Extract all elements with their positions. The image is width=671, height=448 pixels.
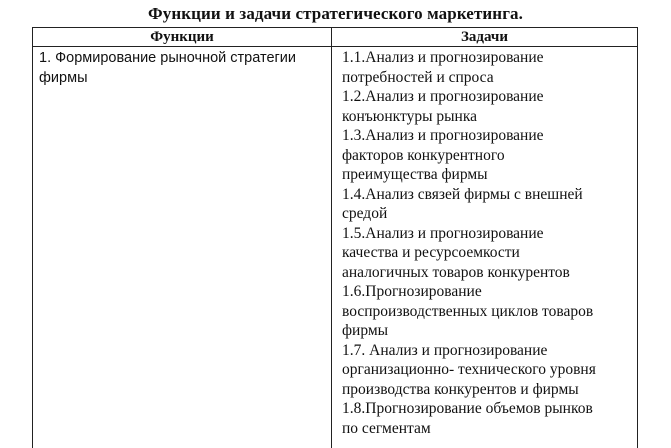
task-line: фирмы — [342, 322, 389, 339]
task-line: аналогичных товаров конкурентов — [342, 263, 570, 281]
task-line: 1.7. Анализ и прогнозирование — [342, 341, 548, 359]
header-tasks: Задачи — [460, 29, 508, 45]
task-line: 1.4.Анализ связей фирмы с внешней — [342, 185, 583, 203]
task-line: 1.6.Прогнозирование — [342, 283, 482, 300]
task-line: организационно- технического уровня — [342, 361, 596, 378]
task-line: 1.8.Прогнозирование объемов рынков — [342, 400, 593, 417]
task-line: факторов конкурентного — [342, 146, 505, 164]
task-line: качества и ресурсоемкости — [342, 244, 520, 261]
task-line: по сегментам — [342, 419, 431, 437]
tasks-cell — [342, 48, 634, 438]
page-title: Функции и задачи стратегического маркетинга. — [148, 4, 523, 23]
functions-tasks-table — [32, 27, 638, 448]
task-line: воспроизводственных циклов товаров — [342, 302, 594, 320]
task-line: 1.1.Анализ и прогнозирование — [342, 49, 544, 66]
task-line: конъюнктуры рынка — [342, 107, 477, 125]
task-line: 1.3.Анализ и прогнозирование — [342, 127, 544, 144]
task-line: преимущества фирмы — [342, 166, 488, 183]
header-functions: Функции — [150, 29, 214, 45]
function-line: 1. Формирование рыночной стратегии — [39, 50, 296, 66]
task-line: средой — [342, 205, 388, 222]
column-divider — [331, 28, 332, 448]
task-line: потребностей и спроса — [342, 68, 494, 86]
task-line: 1.5.Анализ и прогнозирование — [342, 224, 544, 242]
function-cell — [39, 49, 327, 88]
function-line: фирмы — [39, 69, 88, 86]
task-line: 1.2.Анализ и прогнозирование — [342, 88, 544, 105]
table-header-row — [33, 28, 637, 47]
task-line: производства конкурентов и фирмы — [342, 380, 579, 398]
